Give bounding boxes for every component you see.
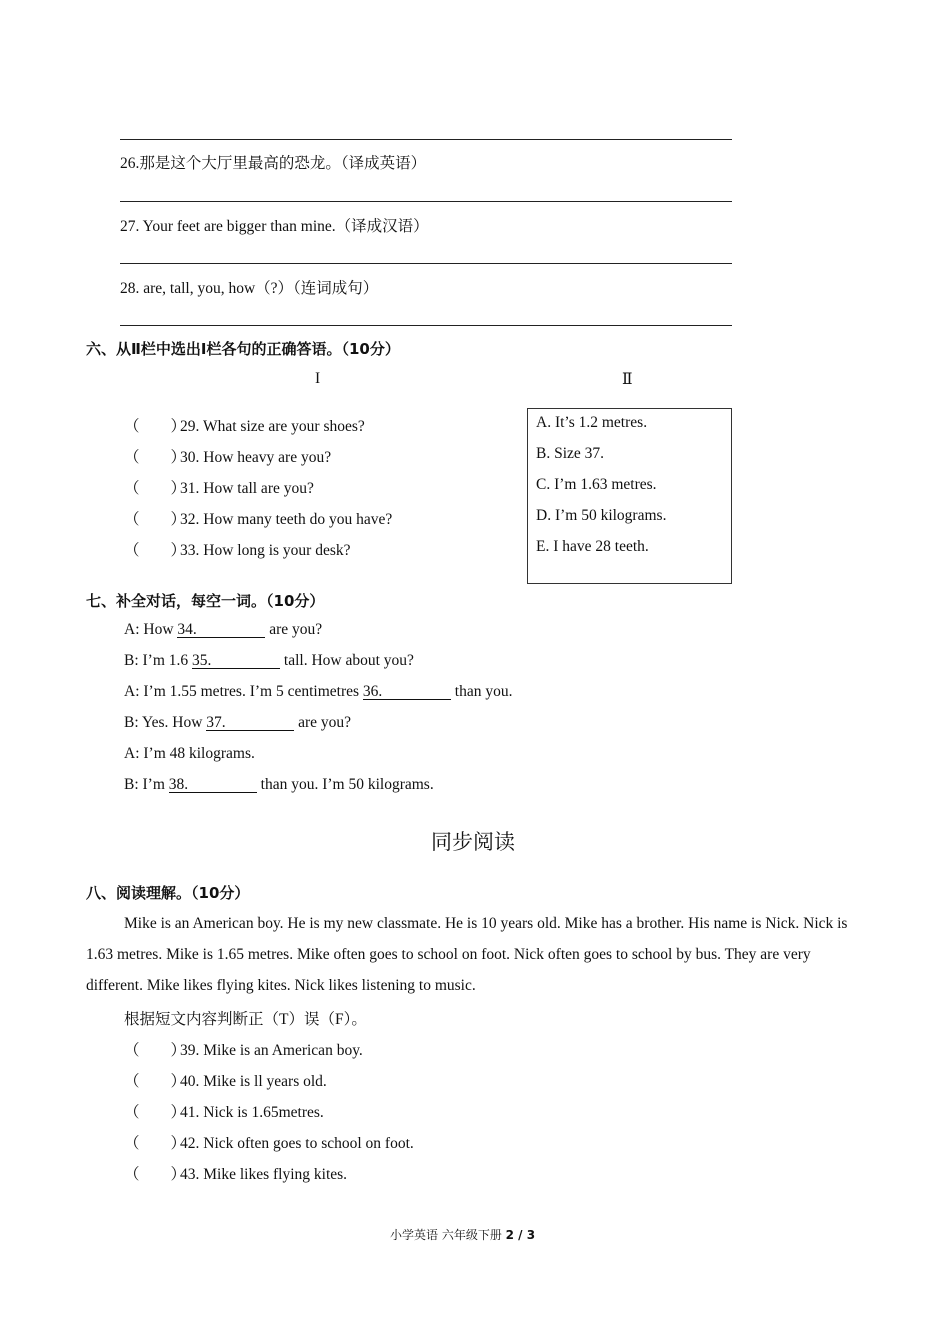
answer-paren[interactable]: （ ）: [124, 480, 187, 497]
fill-blank-36[interactable]: 36.: [363, 684, 451, 700]
column-I-label: I: [315, 370, 321, 387]
dialogue-line-5: A: I’m 48 kilograms.: [124, 745, 255, 762]
answer-paren[interactable]: （ ）: [124, 511, 187, 528]
match-question-29: （ ）29. What size are your shoes?: [124, 414, 365, 436]
fill-blank-34[interactable]: 34.: [177, 622, 265, 638]
answer-paren[interactable]: （ ）: [124, 542, 187, 559]
answer-option-e: E. I have 28 teeth.: [536, 538, 649, 555]
answer-line-28: [120, 325, 732, 326]
question-26: 26.那是这个大厅里最高的恐龙。（译成英语）: [120, 155, 427, 172]
section-7-title: 七、补全对话，每空一词。（10分）: [86, 592, 325, 610]
dialogue-line-4: B: Yes. How 37. are you?: [124, 714, 352, 731]
answer-paren[interactable]: （ ）: [124, 1166, 187, 1183]
tf-instruction: 根据短文内容判断正（T）误（F）。: [124, 1011, 367, 1028]
fill-blank-38[interactable]: 38.: [169, 777, 257, 793]
answer-line-25: [120, 139, 732, 140]
answer-line-26: [120, 201, 732, 202]
answer-line-27: [120, 263, 732, 264]
footer-label: 小学英语 六年级下册: [390, 1228, 502, 1242]
answer-paren[interactable]: （ ）: [124, 1135, 187, 1152]
answer-paren[interactable]: （ ）: [124, 1104, 187, 1121]
sync-reading-title: 同步阅读: [431, 830, 515, 854]
dialogue-line-1: A: How 34. are you?: [124, 621, 323, 638]
reading-passage: Mike is an American boy. He is my new classmate. He is 10 years old. Mike has a brother. His name is Nick. Nick is 1.63 metres. Mike is 1.65 metres. Mike often goes to school on foot. Nick often goes to school by bus. They are very different. Mike likes flying kites. Nick likes listening to music.: [86, 915, 848, 994]
match-question-30: （ ）30. How heavy are you?: [124, 445, 331, 467]
answer-option-b: B. Size 37.: [536, 445, 605, 462]
answer-option-a: A. It’s 1.2 metres.: [536, 414, 648, 431]
match-question-31: （ ）31. How tall are you?: [124, 476, 314, 498]
answer-box-II: [527, 408, 732, 584]
dialogue-line-3: A: I’m 1.55 metres. I’m 5 centimetres 36. than you.: [124, 683, 513, 700]
column-II-label: Ⅱ: [622, 371, 633, 388]
section-6-title: 六、从Ⅱ栏中选出I栏各句的正确答语。（10分）: [86, 340, 400, 358]
tf-item-39: （ ）39. Mike is an American boy.: [124, 1038, 363, 1060]
page-number: 2 / 3: [505, 1228, 536, 1242]
answer-paren[interactable]: （ ）: [124, 1042, 187, 1059]
tf-item-40: （ ）40. Mike is ll years old.: [124, 1069, 327, 1091]
answer-option-c: C. I’m 1.63 metres.: [536, 476, 657, 493]
answer-option-d: D. I’m 50 kilograms.: [536, 507, 667, 524]
dialogue-line-6: B: I’m 38. than you. I’m 50 kilograms.: [124, 776, 434, 793]
match-question-32: （ ）32. How many teeth do you have?: [124, 507, 392, 529]
page-footer: [390, 1226, 535, 1243]
answer-paren[interactable]: （ ）: [124, 1073, 187, 1090]
section-8-title: 八、阅读理解。（10分）: [86, 884, 250, 902]
question-28: 28. are, tall, you, how（?）（连词成句）: [120, 280, 379, 297]
tf-item-43: （ ）43. Mike likes flying kites.: [124, 1162, 347, 1184]
match-question-33: （ ）33. How long is your desk?: [124, 538, 351, 560]
fill-blank-35[interactable]: 35.: [192, 653, 280, 669]
tf-item-41: （ ）41. Nick is 1.65metres.: [124, 1100, 324, 1122]
dialogue-line-2: B: I’m 1.6 35. tall. How about you?: [124, 652, 414, 669]
answer-paren[interactable]: （ ）: [124, 449, 187, 466]
question-27: 27. Your feet are bigger than mine.（译成汉语）: [120, 218, 429, 235]
tf-item-42: （ ）42. Nick often goes to school on foot.: [124, 1131, 414, 1153]
fill-blank-37[interactable]: 37.: [206, 715, 294, 731]
answer-paren[interactable]: （ ）: [124, 418, 187, 435]
